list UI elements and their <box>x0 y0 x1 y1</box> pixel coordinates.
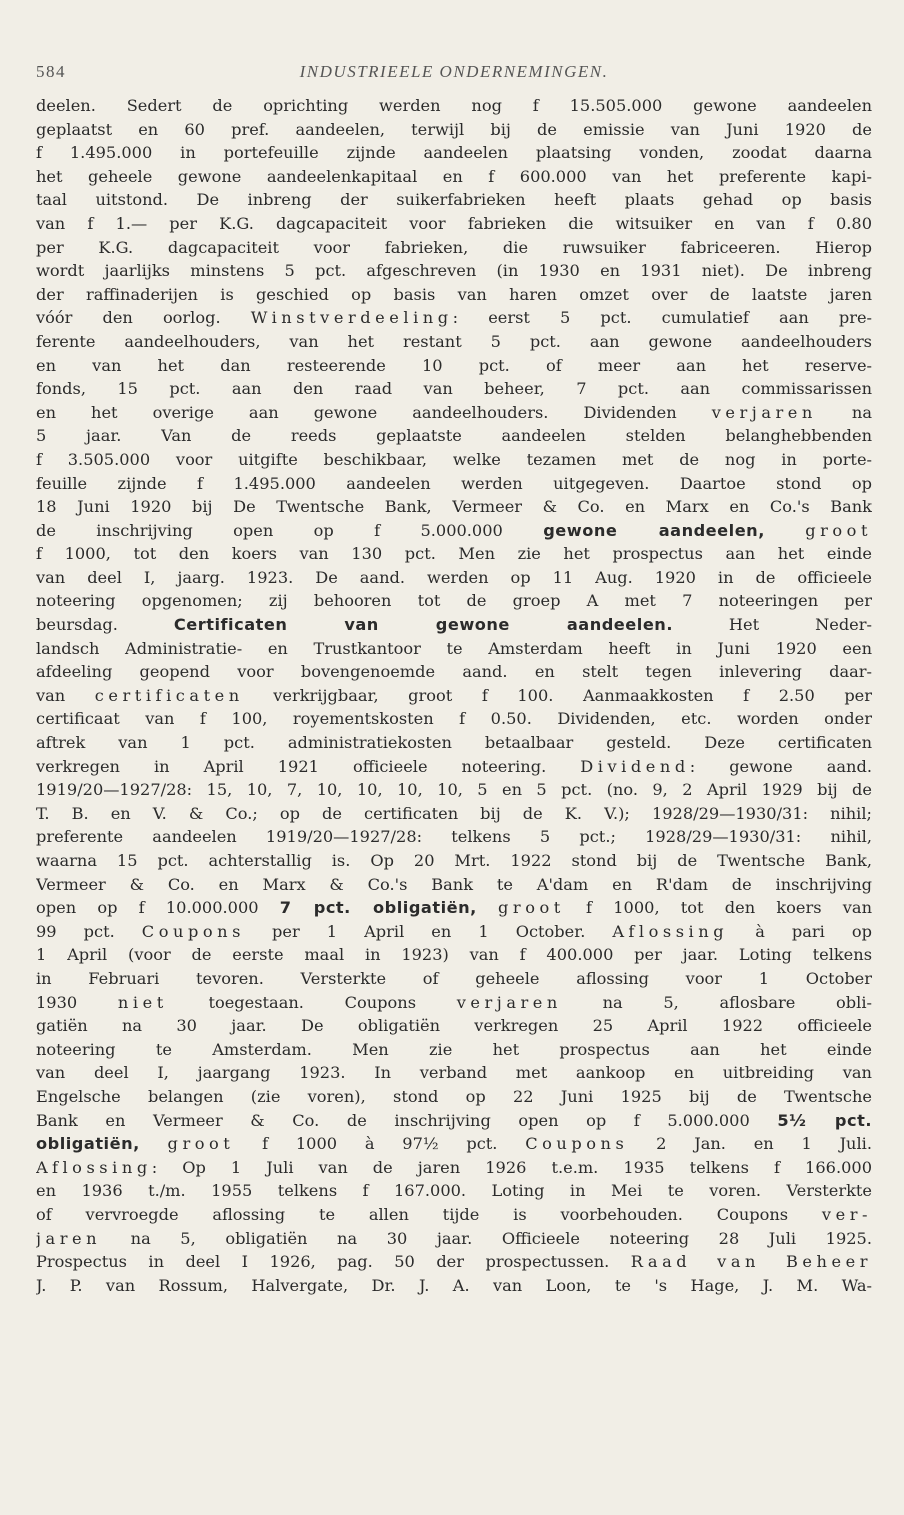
text-line <box>36 991 872 1015</box>
text-run: Prospectus in deel I 1926, pag. 50 der prospectussen. <box>36 1252 631 1272</box>
text-run: J. P. van Rossum, Halvergate, Dr. J. A. van Loon, te 's Hage, J. M. Wa- <box>36 1275 872 1295</box>
text-line <box>36 1109 872 1133</box>
text-line <box>36 424 872 448</box>
spaced-emphasis: certificaten <box>94 685 244 705</box>
text-line <box>36 1203 872 1227</box>
text-run: der raffinaderijen is geschied op basis van haren omzet over de laatste jaren <box>36 284 872 304</box>
spaced-emphasis: groot <box>498 898 565 918</box>
text-line <box>36 849 872 873</box>
text-run: 1930 <box>36 992 118 1012</box>
book-page <box>36 54 872 1297</box>
text-run: wordt jaarlijks minstens 5 pct. afgeschreven (in 1930 en 1931 niet). De inbreng <box>36 261 872 281</box>
text-line <box>36 354 872 378</box>
text-run: 99 pct. <box>36 921 142 941</box>
text-run: per K.G. dagcapaciteit voor fabrieken, die ruwsuiker fabriceeren. Hierop <box>36 237 872 257</box>
text-run: feuille zijnde f 1.495.000 aandeelen werden uitgegeven. Daartoe stond op <box>36 473 872 493</box>
text-line <box>36 943 872 967</box>
text-run: : Op 1 Juli van de jaren 1926 t.e.m. 1935 telkens f 166.000 <box>151 1157 872 1177</box>
spaced-emphasis: ver- <box>821 1204 872 1224</box>
text-run: van f 1.— per K.G. dagcapaciteit voor fabrieken die witsuiker en van f 0.80 <box>36 213 872 233</box>
text-run: 5 jaar. Van de reeds geplaatste aandeelen stelden belanghebbenden <box>36 426 872 446</box>
text-run: Vermeer & Co. en Marx & Co.'s Bank te A'dam en R'dam de inschrijving <box>36 874 872 894</box>
text-run: certificaat van f 100, royementskosten f 0.50. Dividenden, etc. worden onder <box>36 709 872 729</box>
text-line <box>36 188 872 212</box>
text-run: Het Neder- <box>672 615 872 635</box>
text-run: f 3.505.000 voor uitgifte beschikbaar, welke tezamen met de nog in porte- <box>36 449 872 469</box>
spaced-emphasis: Coupons <box>141 921 245 941</box>
text-run: waarna 15 pct. achterstallig is. Op 20 Mrt. 1922 stond bij de Twentsche Bank, <box>36 851 872 870</box>
text-line <box>36 236 872 260</box>
spaced-emphasis: groot <box>805 520 872 540</box>
text-line <box>36 212 872 236</box>
text-run: van deel I, jaarg. 1923. De aand. werden op 11 Aug. 1920 in de officieele <box>36 567 872 587</box>
text-run: per 1 April en 1 October. <box>244 921 613 941</box>
text-line <box>36 1227 872 1251</box>
spaced-emphasis: jaren <box>36 1228 102 1248</box>
text-line <box>36 542 872 566</box>
text-run: gatiën na 30 jaar. De obligatiën verkregen 25 April 1922 officieele <box>36 1016 872 1036</box>
text-line <box>36 873 872 897</box>
text-run: vóór den oorlog. <box>36 308 251 328</box>
text-line <box>36 1156 872 1180</box>
text-run: aftrek van 1 pct. administratiekosten betaalbaar gesteld. Deze certificaten <box>36 733 872 753</box>
text-run: : gewone aand. <box>689 756 872 776</box>
text-line <box>36 778 872 802</box>
text-run: f 1000, tot den koers van <box>564 898 872 918</box>
text-run: afdeeling geopend voor bovengenoemde aand. en stelt tegen inlevering daar- <box>36 662 872 682</box>
text-line <box>36 684 872 708</box>
text-run: na 5, obligatiën na 30 jaar. Officieele noteering 28 Juli 1925. <box>101 1228 872 1248</box>
text-line <box>36 495 872 519</box>
text-line <box>36 731 872 755</box>
text-run: 2 Jan. en 1 Juli. <box>628 1134 872 1154</box>
text-run: deelen. Sedert de oprichting werden nog f 15.505.000 gewone aandeelen <box>36 96 872 115</box>
text-line <box>36 1014 872 1038</box>
spaced-emphasis: Dividend <box>580 756 690 776</box>
text-line <box>36 825 872 849</box>
page-number: 584 <box>36 62 66 81</box>
spaced-emphasis: niet <box>117 992 168 1012</box>
text-line <box>36 472 872 496</box>
text-line <box>36 660 872 684</box>
text-run <box>140 1134 168 1153</box>
text-run: Bank en Vermeer & Co. de inschrijving open op f 5.000.000 <box>36 1110 778 1130</box>
text-line <box>36 165 872 189</box>
text-line <box>36 1179 872 1203</box>
text-line <box>36 589 872 613</box>
text-run: beursdag. <box>36 615 174 635</box>
text-run: het geheele gewone aandeelenkapitaal en f 600.000 van het preferente kapi- <box>36 166 872 186</box>
text-line <box>36 707 872 731</box>
text-run: Engelsche belangen (zie voren), stond op 22 Juni 1925 bij de Twentsche <box>36 1086 872 1106</box>
spaced-emphasis: verjaren <box>711 402 817 422</box>
text-run: fonds, 15 pct. aan den raad van beheer, 7 pct. aan commissarissen <box>36 379 872 399</box>
text-run: of vervroegde aflossing te allen tijde is voorbehouden. Coupons <box>36 1204 822 1224</box>
text-line <box>36 967 872 991</box>
spaced-emphasis: groot <box>167 1134 235 1154</box>
text-run: ferente aandeelhouders, van het restant 5 pct. aan gewone aandeelhouders <box>36 331 872 351</box>
text-run: en 1936 t./m. 1955 telkens f 167.000. Loting in Mei te voren. Versterkte <box>36 1181 872 1201</box>
text-run: 1 April (voor de eerste maal in 1923) van f 400.000 per jaar. Loting telkens <box>36 945 872 965</box>
spaced-emphasis: Raad van Beheer <box>630 1252 872 1272</box>
text-run: van deel I, jaargang 1923. In verband met aankoop en uitbreiding van <box>36 1063 872 1083</box>
running-title: INDUSTRIEELE ONDERNEMINGEN. <box>299 62 609 81</box>
spaced-emphasis: Coupons <box>525 1134 629 1154</box>
spaced-emphasis: Winstverdeeling <box>250 308 453 328</box>
spaced-emphasis: verjaren <box>456 992 562 1012</box>
text-run: toegestaan. Coupons <box>167 992 457 1012</box>
text-line <box>36 1061 872 1085</box>
text-run: open op f 10.000.000 <box>36 898 280 918</box>
text-run: na <box>816 402 872 422</box>
bold-heading: 7 pct. obligatiën, <box>279 898 477 918</box>
text-run: f 1000, tot den koers van 130 pct. Men zie het prospectus aan het einde <box>36 544 872 564</box>
text-run: landsch Administratie- en Trustkantoor te Amsterdam heeft in Juni 1920 een <box>36 638 872 658</box>
text-line <box>36 920 872 944</box>
bold-heading: obligatiën, <box>36 1134 140 1154</box>
text-line <box>36 802 872 826</box>
text-run: noteering opgenomen; zij behooren tot de groep A met 7 noteeringen per <box>36 591 872 611</box>
text-run: de inschrijving open op f 5.000.000 <box>36 520 544 540</box>
text-line <box>36 330 872 354</box>
text-run: na 5, aflosbare obli- <box>561 992 872 1012</box>
running-header <box>36 54 872 94</box>
text-line <box>36 259 872 283</box>
text-run: geplaatst en 60 pref. aandeelen, terwijl bij de emissie van Juni 1920 de <box>36 119 872 139</box>
text-run: in Februari tevoren. Versterkte of geheele aflossing voor 1 October <box>36 968 872 988</box>
text-line <box>36 94 872 118</box>
text-run: à pari op <box>728 921 872 941</box>
text-run: noteering te Amsterdam. Men zie het prospectus aan het einde <box>36 1039 872 1059</box>
text-run <box>477 898 498 917</box>
text-run: verkrijgbaar, groot f 100. Aanmaakkosten f 2.50 per <box>243 685 872 705</box>
text-run: T. B. en V. & Co.; op de certificaten bij de K. V.); 1928/29—1930/31: nihil; <box>36 803 872 823</box>
text-line <box>36 519 872 543</box>
spaced-emphasis: Aflossing <box>36 1157 152 1177</box>
text-run: van <box>36 685 95 705</box>
text-line <box>36 401 872 425</box>
text-run: 18 Juni 1920 bij De Twentsche Bank, Vermeer & Co. en Marx en Co.'s Bank <box>36 497 872 517</box>
text-line <box>36 755 872 779</box>
text-line <box>36 1132 872 1156</box>
spaced-emphasis: Aflossing <box>612 921 729 941</box>
text-run <box>765 521 805 540</box>
text-line <box>36 1274 872 1298</box>
bold-heading: gewone aandeelen, <box>543 520 765 540</box>
text-line <box>36 1085 872 1109</box>
text-line <box>36 377 872 401</box>
text-line <box>36 141 872 165</box>
text-line <box>36 448 872 472</box>
text-run: verkregen in April 1921 officieele noteering. <box>36 756 581 776</box>
bold-heading: Certificaten van gewone aandeelen. <box>173 615 673 635</box>
text-line <box>36 896 872 920</box>
text-line <box>36 118 872 142</box>
text-line <box>36 1250 872 1274</box>
text-line <box>36 306 872 330</box>
text-run: preferente aandeelen 1919/20—1927/28: telkens 5 pct.; 1928/29—1930/31: nihil, <box>36 827 872 847</box>
text-run: 1919/20—1927/28: 15, 10, 7, 10, 10, 10, 10, 5 en 5 pct. (no. 9, 2 April 1929 bij de <box>36 780 872 800</box>
text-run: taal uitstond. De inbreng der suikerfabrieken heeft plaats gehad op basis <box>36 190 872 210</box>
bold-heading: 5½ pct. <box>777 1110 872 1130</box>
text-run: : eerst 5 pct. cumulatief aan pre- <box>452 308 872 328</box>
text-line <box>36 1038 872 1062</box>
text-run: f 1000 à 97½ pct. <box>234 1134 526 1154</box>
text-run: en van het dan resteerende 10 pct. of meer aan het reserve- <box>36 355 872 375</box>
text-line <box>36 613 872 637</box>
text-line <box>36 566 872 590</box>
text-run: en het overige aan gewone aandeelhouders. Dividenden <box>36 402 712 422</box>
text-line <box>36 637 872 661</box>
text-line <box>36 283 872 307</box>
body-text <box>36 94 872 1297</box>
text-run: f 1.495.000 in portefeuille zijnde aandeelen plaatsing vonden, zoodat daarna <box>36 143 872 163</box>
